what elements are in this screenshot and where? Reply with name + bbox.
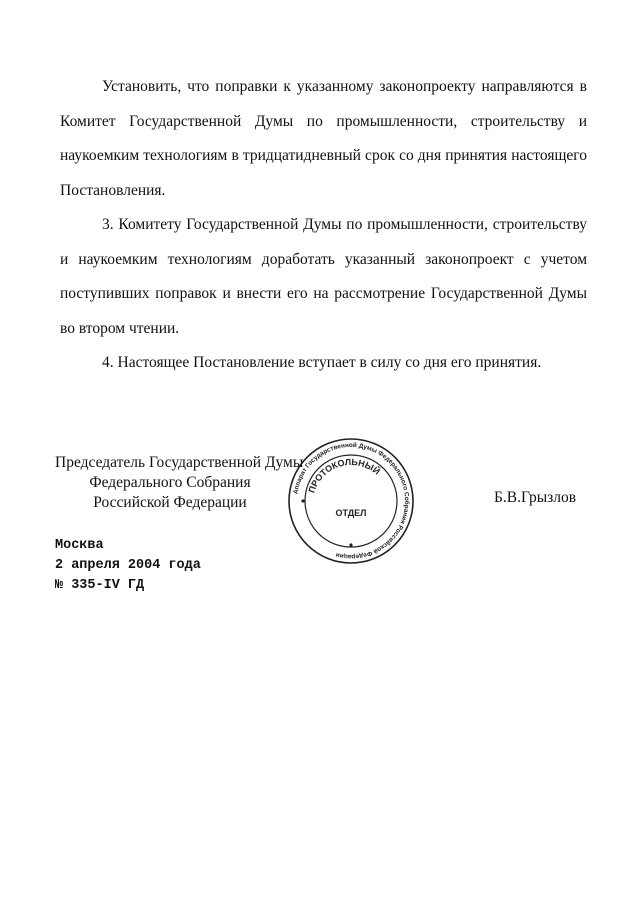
imprint-number: № 335-IV ГД bbox=[55, 578, 145, 593]
signatory-title-line-3: Российской Федерации bbox=[93, 494, 247, 511]
stamp-center-text: ОТДЕЛ bbox=[335, 508, 367, 518]
paragraph-item-3: 3. Комитету Государственной Думы по промышленности, строительству и наукоемким технологиям доработать указанный законопроект с учетом поступивших поправок и внести его на рассмотрение Государственной Думы во втором чтении. bbox=[60, 216, 587, 337]
paragraph-item-4: 4. Настоящее Постановление вступает в силу со дня его принятия. bbox=[102, 354, 542, 371]
official-stamp bbox=[287, 437, 415, 565]
signatory-name: Б.В.Грызлов bbox=[494, 489, 577, 506]
signatory-title-line-1: Председатель Государственной Думы bbox=[55, 454, 304, 471]
imprint-date: 2 апреля 2004 года bbox=[55, 558, 201, 573]
document-imprint bbox=[55, 536, 201, 596]
stamp-outer-text: Аппарат Государственной Думы Федерального Собрания Российской Федерации bbox=[292, 441, 411, 561]
signatory-title-line-2: Федерального Собрания bbox=[89, 474, 251, 491]
imprint-city: Москва bbox=[55, 538, 104, 553]
signatory-title bbox=[55, 453, 304, 513]
stamp-inner-text: ПРОТОКОЛЬНЫЙ bbox=[306, 456, 382, 495]
paragraph-amendments-deadline: Установить, что поправки к указанному законопроекту направляются в Комитет Государственной Думы по промышленности, строительству и наукоемким технологиям в тридцатидневный срок со дня принятия настоящего Постановления. bbox=[60, 78, 587, 199]
